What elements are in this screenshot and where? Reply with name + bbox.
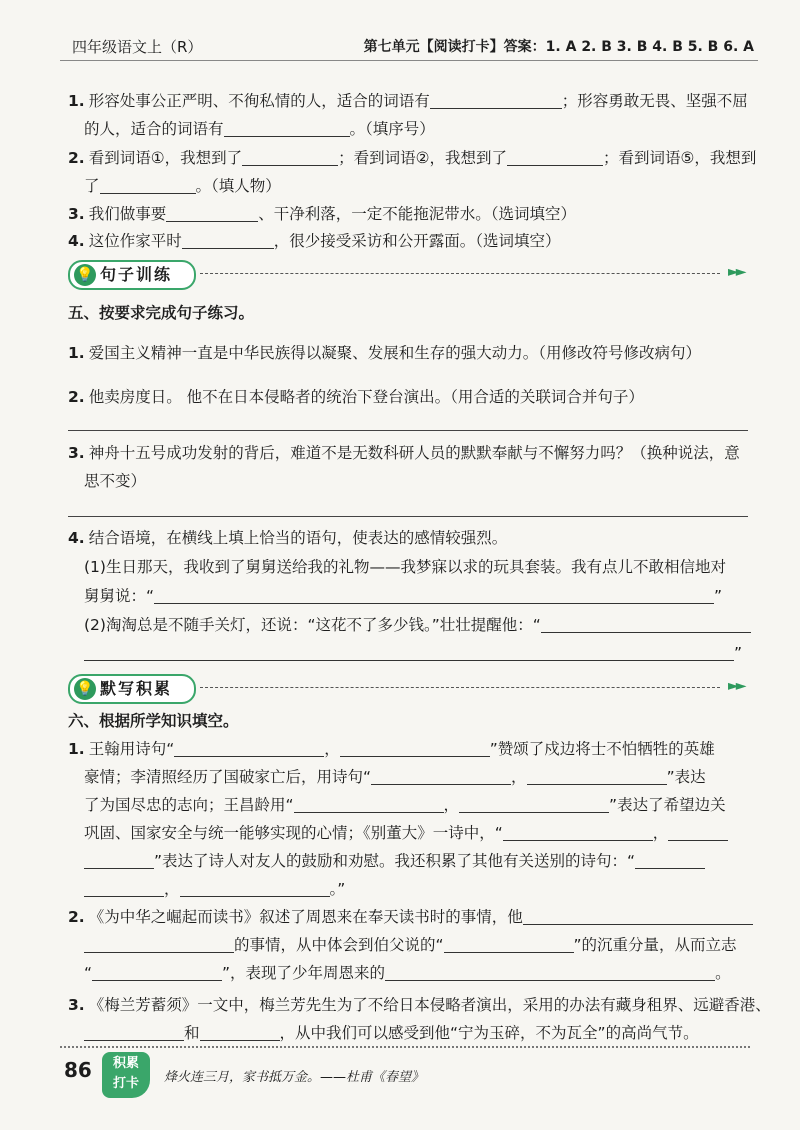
fill-blank[interactable] (84, 880, 164, 897)
section-title: 默写积累 (100, 679, 173, 698)
part6-q1-line2: 豪情；李清照经历了国破家亡后，用诗句“ ， ”表达 (84, 768, 706, 786)
fill-blank[interactable] (503, 824, 653, 841)
footer-divider (60, 1046, 750, 1048)
part6-q1-line3: 了为国尽忠的志向；王昌龄用“ ， ”表达了希望边关 (84, 796, 726, 814)
header-divider (60, 60, 758, 61)
part6-q2-line1: 2. 《为中华之崛起而读书》叙述了周恩来在奉天读书时的事情，他 (68, 906, 753, 928)
part6-q1-line6: ， 。” (84, 878, 345, 900)
part5-q4-s2-line2: ” (84, 642, 742, 664)
fill-blank[interactable] (523, 908, 753, 925)
fill-blank[interactable] (541, 616, 751, 633)
part6-q1-line1: 1. 王翰用诗句“ ， ”赞颂了戍边将士不怕牺牲的英雄 (68, 740, 715, 758)
part5-q4: 4. 结合语境，在横线上填上恰当的语句，使表达的感情较强烈。 (68, 529, 508, 547)
part5-q4-s2-line1: (2)淘淘总是不随手关灯，还说：“这花不了多少钱。”壮壮提醒他：“ (84, 614, 751, 636)
fill-blank[interactable] (444, 936, 574, 953)
fill-blank[interactable] (84, 852, 154, 869)
fill-blank[interactable] (635, 852, 705, 869)
fill-blank[interactable] (84, 1024, 184, 1041)
fill-blank[interactable] (92, 964, 222, 981)
section-pill (68, 260, 196, 290)
grade-title: 四年级语文上（R） (72, 38, 203, 56)
fill-blank[interactable] (340, 740, 490, 757)
part4-q1-line2: 的人，适合的词语有 。（填序号） (84, 120, 435, 138)
dashed-divider (200, 273, 720, 274)
fill-blank[interactable] (154, 587, 714, 604)
fill-blank[interactable] (180, 880, 330, 897)
part5-q2: 2. 他卖房度日。 他不在日本侵略者的统治下登台演出。（用合适的关联词合并句子） (68, 388, 644, 406)
lightbulb-icon: 💡 (74, 264, 96, 286)
part5-q4-s1-line2: 舅舅说：“ ” (84, 587, 723, 605)
double-arrow-icon: ►► (728, 678, 744, 694)
fill-blank[interactable] (224, 120, 350, 137)
part5-q3-line1: 3. 神舟十五号成功发射的背后，难道不是无数科研人员的默默奉献与不懈努力吗？（换种说法，意 (68, 444, 740, 462)
answer-key: 第七单元【阅读打卡】答案：1. A 2. B 3. B 4. B 5. B 6. A (363, 39, 754, 55)
part5-q4-s1-line1: (1)生日那天，我收到了舅舅送给我的礼物——我梦寐以求的玩具套装。我有点儿不敢相信地对 (84, 558, 726, 576)
section-pill (68, 674, 196, 704)
part6-q1-line5: ”表达了诗人对友人的鼓励和劝慰。我还积累了其他有关送别的诗句：“ (84, 850, 705, 872)
fill-blank[interactable] (371, 768, 511, 785)
fill-blank[interactable] (200, 1024, 280, 1041)
part6-q2-line3: “ ”，表现了少年周恩来的 。 (84, 964, 731, 982)
part6-title: 六、根据所学知识填空。 (68, 712, 239, 730)
fill-blank[interactable] (385, 964, 715, 981)
fill-blank[interactable] (430, 92, 562, 109)
fill-blank[interactable] (84, 936, 234, 953)
part4-q2-line1: 2. 看到词语①，我想到了 ；看到词语②，我想到了 ；看到词语⑤，我想到 (68, 149, 757, 167)
section-header-sentence (68, 260, 748, 288)
part6-q1-line4: 巩固、国家安全与统一能够实现的心情；《别董大》一诗中，“ ， (84, 822, 728, 844)
part5-title: 五、按要求完成句子练习。 (68, 304, 255, 322)
section-header-dictation (68, 674, 748, 702)
part5-q3-line2: 思不变） (84, 472, 147, 490)
answer-line[interactable] (68, 516, 748, 517)
part4-q2-line2: 了 。（填人物） (84, 177, 281, 195)
part6-q3-line1: 3. 《梅兰芳蓄须》一文中，梅兰芳先生为了不给日本侵略者演出，采用的办法有藏身租界、远避香港、 (68, 996, 771, 1014)
fill-blank[interactable] (459, 796, 609, 813)
fill-blank[interactable] (182, 232, 274, 249)
fill-blank[interactable] (668, 824, 728, 841)
fill-blank[interactable] (174, 740, 324, 757)
part4-q1-line1: 1. 形容处事公正严明、不徇私情的人，适合的词语有 ；形容勇敢无畏、坚强不屈 (68, 92, 748, 110)
fill-blank[interactable] (294, 796, 444, 813)
fill-blank[interactable] (166, 205, 258, 222)
fill-blank[interactable] (242, 149, 338, 166)
page-number: 86 (64, 1058, 92, 1082)
footer-quote: 烽火连三月，家书抵万金。——杜甫《春望》 (164, 1070, 425, 1085)
lightbulb-icon: 💡 (74, 678, 96, 700)
fill-blank[interactable] (527, 768, 667, 785)
part4-q3: 3. 我们做事要 、干净利落，一定不能拖泥带水。（选词填空） (68, 205, 576, 223)
section-title: 句子训练 (100, 265, 173, 284)
fill-blank[interactable] (507, 149, 603, 166)
fill-blank[interactable] (84, 644, 734, 661)
part6-q3-line2: 和 ，从中我们可以感受到他“宁为玉碎，不为瓦全”的高尚气节。 (84, 1022, 699, 1044)
dashed-divider (200, 687, 720, 688)
fill-blank[interactable] (100, 177, 196, 194)
double-arrow-icon: ►► (728, 264, 744, 280)
part5-q1: 1. 爱国主义精神一直是中华民族得以凝聚、发展和生存的强大动力。（用修改符号修改病句） (68, 344, 701, 362)
answer-line[interactable] (68, 430, 748, 431)
part6-q2-line2: 的事情，从中体会到伯父说的“ ”的沉重分量，从而立志 (84, 934, 737, 956)
accumulate-badge: 积累 打卡 (102, 1052, 150, 1098)
part4-q4: 4. 这位作家平时 ，很少接受采访和公开露面。（选词填空） (68, 232, 561, 250)
